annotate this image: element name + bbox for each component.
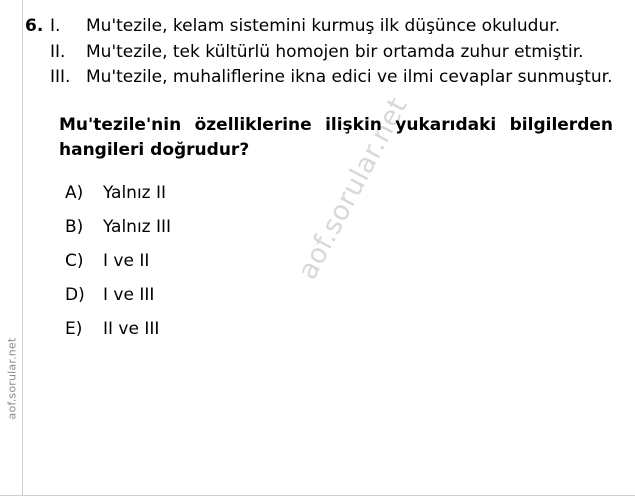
statement-text: Mu'tezile, tek kültürlü homojen bir ortamda zuhur etmiştir.	[86, 41, 584, 62]
statement-item	[50, 14, 623, 39]
statement-item	[50, 65, 623, 90]
statement-text: Mu'tezile, kelam sistemini kurmuş ilk düşünce okuludur.	[86, 16, 561, 36]
question-number: 6.	[25, 16, 44, 36]
option-text: II ve III	[103, 319, 160, 340]
diagonal-watermark-text: aof.sorular.net	[292, 92, 414, 285]
option-letter: E)	[65, 319, 83, 340]
option-d[interactable]	[65, 287, 623, 304]
vertical-watermark-text: aof.sorular.net	[5, 337, 19, 420]
statement-list	[50, 14, 623, 91]
option-text: I ve II	[103, 251, 150, 272]
option-text: I ve III	[103, 285, 155, 306]
option-b[interactable]	[65, 219, 623, 236]
option-e[interactable]	[65, 321, 623, 338]
statement-text: Mu'tezile, muhaliflerine ikna edici ve ilmi cevaplar sunmuştur.	[86, 67, 613, 88]
option-letter: B)	[65, 217, 84, 238]
option-text: Yalnız III	[103, 217, 172, 238]
statement-item	[50, 40, 623, 65]
option-text: Yalnız II	[103, 183, 167, 204]
option-a[interactable]	[65, 185, 623, 202]
statement-marker: III.	[50, 67, 71, 88]
answer-options	[65, 185, 623, 338]
option-letter: C)	[65, 251, 84, 272]
statement-marker: I.	[50, 16, 61, 36]
question-header-row	[22, 14, 623, 91]
question-prompt: Mu'tezile'nin özelliklerine ilişkin yukarıdaki bilgilerden hangileri doğrudur?	[59, 114, 613, 160]
option-c[interactable]	[65, 253, 623, 270]
statement-marker: II.	[50, 41, 66, 62]
option-letter: A)	[65, 183, 84, 204]
left-watermark-strip	[0, 0, 23, 496]
option-letter: D)	[65, 285, 85, 306]
question-content	[22, 0, 635, 496]
